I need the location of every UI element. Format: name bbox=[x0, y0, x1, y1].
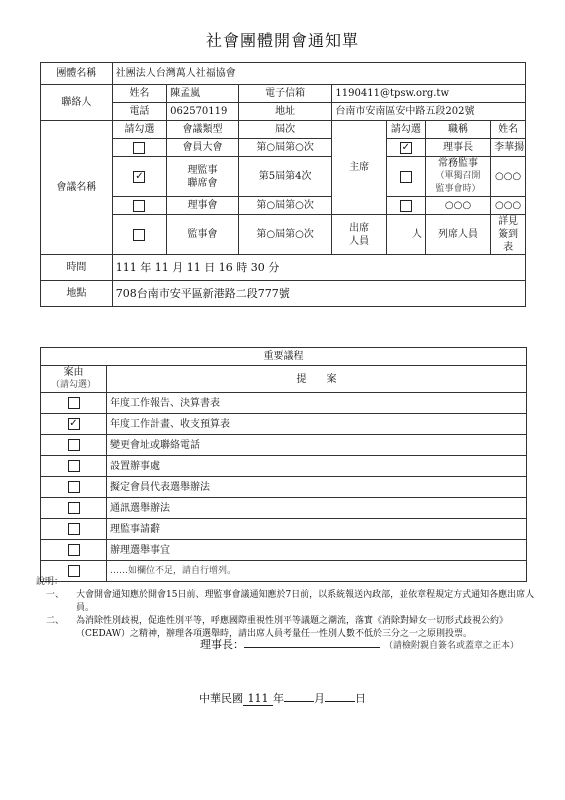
agenda-item-5: 通訊選舉辦法 bbox=[107, 498, 527, 519]
time-month-unit: 月 bbox=[172, 261, 184, 274]
agenda-checkbox-4[interactable] bbox=[68, 481, 80, 493]
time-month: 11 bbox=[154, 261, 169, 274]
meeting-session-3: 第○屆第○次 bbox=[238, 215, 332, 255]
place-value: 708台南市安平區新港路二段777號 bbox=[112, 281, 525, 307]
proposal-label: 提 案 bbox=[107, 366, 527, 393]
phone-label: 電話 bbox=[112, 103, 166, 121]
agenda-checkbox-5[interactable] bbox=[68, 502, 80, 514]
chair-checkbox-0[interactable]: ✓ bbox=[401, 141, 411, 153]
agenda-item-3: 設置辦事處 bbox=[107, 456, 527, 477]
meeting-checkbox-0[interactable] bbox=[133, 142, 145, 154]
attendees-label: 出席 人員 bbox=[332, 215, 386, 255]
date-year-unit: 年 bbox=[273, 692, 284, 705]
agenda-item-7: 辦理選舉事宜 bbox=[107, 540, 527, 561]
chair-title-2: ○○○ bbox=[425, 197, 490, 215]
agenda-item-2: 變更會址或聯絡電話 bbox=[107, 435, 527, 456]
date-year: 111 bbox=[243, 692, 273, 706]
signature-hint: （請檢附親自簽名或蓋章之正本） bbox=[384, 641, 520, 651]
meeting-type-2: 理事會 bbox=[167, 197, 239, 215]
meeting-session-2: 第○屆第○次 bbox=[238, 197, 332, 215]
address-label: 地址 bbox=[238, 103, 332, 121]
email-label: 電子信箱 bbox=[238, 85, 332, 103]
time-day-unit: 日 bbox=[204, 261, 216, 274]
agenda-checkbox-0[interactable] bbox=[68, 397, 80, 409]
issue-date bbox=[0, 690, 565, 706]
attendees-unit: 人 bbox=[386, 215, 425, 255]
cause-sub: （請勾選） bbox=[50, 380, 96, 390]
agenda-item-6: 理監事請辭 bbox=[107, 519, 527, 540]
agenda-title: 重要議程 bbox=[41, 348, 527, 366]
meeting-label: 會議名稱 bbox=[41, 121, 113, 255]
time-year: 111 bbox=[115, 261, 137, 274]
time-hour-unit: 時 bbox=[236, 261, 248, 274]
date-day-unit: 日 bbox=[355, 692, 366, 705]
chair-title-1: 常務監事 bbox=[438, 158, 479, 169]
address-value: 台南市安南區安中路五段202號 bbox=[332, 103, 526, 121]
chair-name-0: 李華揚 bbox=[491, 139, 526, 157]
meeting-info-table bbox=[40, 62, 526, 307]
contact-label: 聯絡人 bbox=[41, 85, 113, 121]
meeting-session-0: 第○屆第○次 bbox=[238, 139, 332, 157]
meeting-session-1: 第5屆第4次 bbox=[238, 157, 332, 197]
meeting-check-header: 請勾選 bbox=[112, 121, 166, 139]
date-prefix: 中華民國 bbox=[199, 692, 243, 705]
chair-title-0: 理事長 bbox=[425, 139, 490, 157]
chair-name-header: 姓名 bbox=[491, 121, 526, 139]
note-item-0 bbox=[36, 589, 536, 615]
time-year-unit: 年 bbox=[140, 261, 152, 274]
note-num-0: 一、 bbox=[46, 590, 65, 600]
time-minute: 30 bbox=[250, 261, 265, 274]
chair-label: 主席 bbox=[332, 121, 386, 215]
contact-name-label: 姓名 bbox=[112, 85, 166, 103]
note-num-1: 二、 bbox=[46, 616, 65, 626]
meeting-checkbox-2[interactable] bbox=[133, 200, 145, 212]
meeting-session-header: 屆次 bbox=[238, 121, 332, 139]
email-value: 1190411@tpsw.org.tw bbox=[332, 85, 526, 103]
agenda-item-0: 年度工作報告、決算書表 bbox=[107, 393, 527, 414]
signature-line[interactable] bbox=[244, 637, 380, 648]
agenda-table bbox=[40, 347, 527, 582]
agenda-checkbox-3[interactable] bbox=[68, 460, 80, 472]
phone-value: 062570119 bbox=[167, 103, 239, 121]
chair-name-2: ○○○ bbox=[491, 197, 526, 215]
time-minute-unit: 分 bbox=[268, 261, 280, 274]
agenda-checkbox-1[interactable]: ✓ bbox=[69, 418, 78, 429]
date-month-blank[interactable] bbox=[284, 691, 314, 702]
form-title: 社會團體開會通知單 bbox=[205, 31, 359, 50]
meeting-type-1: 理監事 聯席會 bbox=[167, 157, 239, 197]
time-hour: 16 bbox=[218, 261, 233, 274]
attendees-detail: 詳見 簽到表 bbox=[491, 215, 526, 255]
chair-checkbox-1[interactable] bbox=[400, 171, 412, 183]
meeting-checkbox-3[interactable] bbox=[133, 229, 145, 241]
place-label: 地點 bbox=[41, 281, 113, 307]
meeting-type-0: 會員大會 bbox=[167, 139, 239, 157]
signature-label: 理事長： bbox=[200, 638, 244, 651]
contact-name: 陳孟嵐 bbox=[167, 85, 239, 103]
chair-name-1: ○○○ bbox=[491, 157, 526, 197]
date-day-blank[interactable] bbox=[325, 691, 355, 702]
meeting-type-header: 會議類型 bbox=[167, 121, 239, 139]
agenda-checkbox-6[interactable] bbox=[68, 523, 80, 535]
note-text-0: 大會開會通知應於開會15日前、理監事會議通知應於7日前，以系統報送內政部，並依章程規定方式通知各應出席人員。 bbox=[76, 590, 535, 613]
date-month-unit: 月 bbox=[314, 692, 325, 705]
chair-checkbox-2[interactable] bbox=[400, 200, 412, 212]
agenda-checkbox-7[interactable] bbox=[68, 544, 80, 556]
agenda-item-4: 擬定會員代表選舉辦法 bbox=[107, 477, 527, 498]
time-day: 11 bbox=[186, 261, 201, 274]
signature-row bbox=[200, 636, 519, 652]
time-label: 時間 bbox=[41, 255, 113, 281]
cause-label: 案由 bbox=[63, 367, 84, 378]
note-text-1: 為消除性別歧視，促進性別平等，呼應國際重視性別平等議題之潮流，落實《消除對婦女一切形式歧視公約》（CEDAW）之精神，辦理各項選舉時，請出席人員考量任一性別人數不低於三分之一之原則投票。 bbox=[76, 616, 509, 639]
agenda-checkbox-2[interactable] bbox=[68, 439, 80, 451]
chair-title-1-note: （單獨召開 監事會時） bbox=[435, 171, 481, 194]
notes-label: 說明： bbox=[36, 577, 64, 587]
chair-title-header: 職稱 bbox=[425, 121, 490, 139]
chair-check-header: 請勾選 bbox=[386, 121, 425, 139]
meeting-type-3: 監事會 bbox=[167, 215, 239, 255]
org-name-label: 團體名稱 bbox=[41, 63, 113, 85]
attendees-role: 列席人員 bbox=[425, 215, 490, 255]
org-name-value: 社團法人台灣萬人社福協會 bbox=[112, 63, 525, 85]
notes-section bbox=[36, 576, 536, 641]
meeting-checkbox-1[interactable]: ✓ bbox=[135, 170, 144, 182]
agenda-item-8: ……如欄位不足，請自行增列。 bbox=[107, 561, 527, 582]
agenda-item-1: 年度工作計畫、收支預算表 bbox=[107, 414, 527, 435]
time-value bbox=[112, 255, 525, 281]
